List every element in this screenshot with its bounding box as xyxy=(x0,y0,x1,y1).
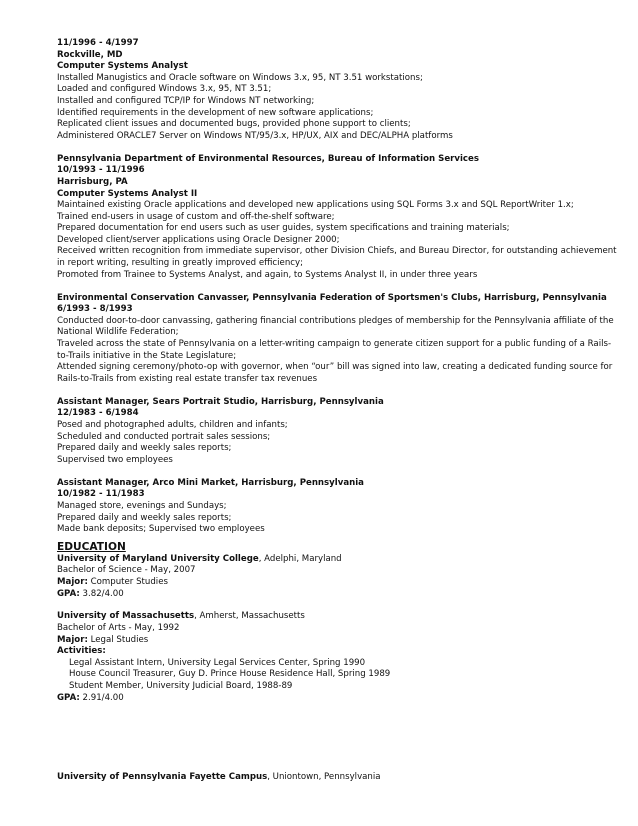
major-label: Major: xyxy=(57,576,88,587)
job-duty: Conducted door-to-door canvassing, gathering financial contributions pledges of membership for the Pennsylvania affiliate of the National Wildlife Federation; xyxy=(57,315,614,338)
job-duty: Prepared daily and weekly sales reports; xyxy=(57,512,232,523)
job-duty: Traveled across the state of Pennsylvania on a letter-writing campaign to generate citizen support for a public funding of a Rails-to-Trails initiative in the State Legislature; xyxy=(57,339,612,361)
school-line xyxy=(57,611,617,623)
degree: Bachelor of Arts - May, 1992 xyxy=(57,623,180,634)
gpa-label: GPA: xyxy=(57,692,80,703)
job-dates: 10/1993 - 11/1996 xyxy=(57,165,145,176)
job-location: Harrisburg, PA xyxy=(57,176,128,187)
job-location: Rockville, MD xyxy=(57,49,123,60)
job-title: Computer Systems Analyst xyxy=(57,61,188,72)
gpa-label: GPA: xyxy=(57,588,80,599)
gpa-value: 2.91/4.00 xyxy=(79,692,124,703)
school-name: University of Massachusetts xyxy=(57,611,195,622)
job-title: Computer Systems Analyst II xyxy=(57,188,198,199)
job-entry xyxy=(57,154,617,282)
job-duty: Trained end-users in usage of custom and off-the-shelf software; xyxy=(57,211,335,222)
degree: Bachelor of Science - May, 2007 xyxy=(57,565,196,576)
job-duty: Scheduled and conducted portrait sales sessions; xyxy=(57,431,271,442)
education-entry xyxy=(57,554,617,600)
job-duty: Maintained existing Oracle applications and developed new applications using SQL Forms 3.x and SQL ReportWriter 1.x; xyxy=(57,200,574,211)
activities-label: Activities: xyxy=(57,646,106,657)
education-heading: EDUCATION xyxy=(57,540,126,553)
job-entry xyxy=(57,38,617,142)
job-duty: Loaded and configured Windows 3.x, 95, NT 3.51; xyxy=(57,84,272,95)
job-duty: Made bank deposits; Supervised two employees xyxy=(57,524,265,535)
job-duty: Developed client/server applications using Oracle Designer 2000; xyxy=(57,234,340,245)
major-value: Computer Studies xyxy=(87,576,168,587)
job-duty: Received written recognition from immediate supervisor, other Division Chiefs, and Bureau Director, for outstanding achievement in report writing, resulting in greatly improved efficiency; xyxy=(57,246,617,269)
education-entry xyxy=(57,611,617,704)
major-line xyxy=(57,635,617,647)
school-location: , Uniontown, Pennsylvania xyxy=(267,772,381,782)
job-duty: Replicated client issues and documented bugs, provided phone support to clients; xyxy=(57,119,411,130)
job-entry xyxy=(57,478,617,536)
school-line xyxy=(57,772,617,784)
school-name: University of Maryland University College xyxy=(57,553,259,564)
job-duty: Supervised two employees xyxy=(57,454,173,465)
job-employer: Pennsylvania Department of Environmental Resources, Bureau of Information Services xyxy=(57,153,479,164)
job-duty: Prepared documentation for end users such as user guides, system specifications and training materials; xyxy=(57,223,510,234)
job-employer: Assistant Manager, Sears Portrait Studio, Harrisburg, Pennsylvania xyxy=(57,396,384,407)
job-duty: Installed and configured TCP/IP for Windows NT networking; xyxy=(57,95,315,106)
job-duty: Promoted from Trainee to Systems Analyst, and again, to Systems Analyst II, in under three years xyxy=(57,269,478,280)
education-entry-footer xyxy=(57,772,617,784)
school-line xyxy=(57,554,617,566)
activity-item: Legal Assistant Intern, University Legal Services Center, Spring 1990 xyxy=(69,657,366,668)
school-location: , Amherst, Massachusetts xyxy=(194,611,305,622)
job-duty: Posed and photographed adults, children and infants; xyxy=(57,419,288,430)
resume-page xyxy=(57,38,617,716)
job-employer: Assistant Manager, Arco Mini Market, Harrisburg, Pennsylvania xyxy=(57,477,364,488)
job-dates: 11/1996 - 4/1997 xyxy=(57,38,139,48)
job-duty: Attended signing ceremony/photo-op with governor, when “our” bill was signed into law, creating a dedicated funding source for Rails-to-Trails from existing real estate transfer tax revenues xyxy=(57,362,613,384)
gpa-line xyxy=(57,589,617,601)
job-dates: 10/1982 - 11/1983 xyxy=(57,489,145,500)
school-location: , Adelphi, Maryland xyxy=(258,553,342,564)
job-duty: Administered ORACLE7 Server on Windows NT/95/3.x, HP/UX, AIX and DEC/ALPHA platforms xyxy=(57,130,453,141)
job-dates: 12/1983 - 6/1984 xyxy=(57,408,139,419)
major-label: Major: xyxy=(57,634,88,645)
major-line xyxy=(57,577,617,589)
activity-item: House Council Treasurer, Guy D. Prince House Residence Hall, Spring 1989 xyxy=(69,669,391,680)
major-value: Legal Studies xyxy=(87,634,149,645)
school-name: University of Pennsylvania Fayette Campus xyxy=(57,772,268,782)
job-dates: 6/1993 - 8/1993 xyxy=(57,304,133,315)
job-duty: Installed Manugistics and Oracle software on Windows 3.x, 95, NT 3.51 workstations; xyxy=(57,72,423,83)
gpa-line xyxy=(57,693,617,705)
gpa-value: 3.82/4.00 xyxy=(79,588,124,599)
activity-item: Student Member, University Judicial Board, 1988-89 xyxy=(69,681,293,692)
job-duty: Prepared daily and weekly sales reports; xyxy=(57,443,232,454)
job-employer: Environmental Conservation Canvasser, Pennsylvania Federation of Sportsmen's Clubs, Harrisburg, Pennsylvania xyxy=(57,292,607,303)
job-duty: Managed store, evenings and Sundays; xyxy=(57,500,227,511)
job-entry xyxy=(57,293,617,386)
job-duty: Identified requirements in the development of new software applications; xyxy=(57,107,374,118)
job-entry xyxy=(57,397,617,467)
